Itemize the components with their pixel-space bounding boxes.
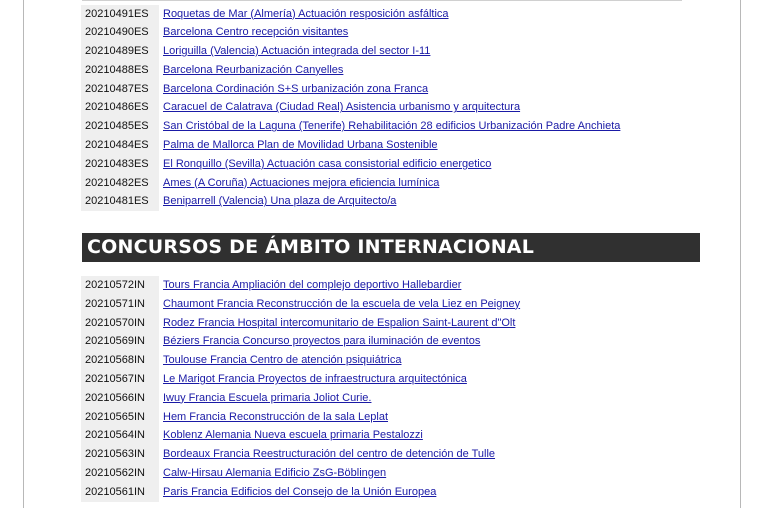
contest-link[interactable]: Paris Francia Edificios del Consejo de la Unión Europea <box>163 485 437 498</box>
contest-row <box>81 483 520 502</box>
contest-row <box>81 42 620 61</box>
contest-code: 20210490ES <box>81 23 159 42</box>
contest-code: 20210488ES <box>81 61 159 80</box>
contest-code: 20210486ES <box>81 98 159 117</box>
contest-link[interactable]: Toulouse Francia Centro de atención psiquiátrica <box>163 354 402 367</box>
contest-row <box>81 80 620 99</box>
contest-link[interactable]: Roquetas de Mar (Almería) Actuación resposición asfáltica <box>163 7 449 20</box>
contest-row <box>81 408 520 427</box>
international-contest-list <box>81 276 520 502</box>
contest-row <box>81 445 520 464</box>
contest-code: 20210564IN <box>81 426 159 445</box>
contest-link[interactable]: Caracuel de Calatrava (Ciudad Real) Asistencia urbanismo y arquitectura <box>163 101 521 114</box>
contest-link[interactable]: Le Marigot Francia Proyectos de infraestructura arquitectónica <box>163 372 467 385</box>
contest-code: 20210491ES <box>81 5 159 24</box>
top-divider <box>82 0 682 1</box>
contest-code: 20210489ES <box>81 42 159 61</box>
contest-code: 20210571IN <box>81 295 159 314</box>
contest-link[interactable]: Barcelona Centro recepción visitantes <box>163 26 349 39</box>
contest-code: 20210562IN <box>81 464 159 483</box>
contest-row <box>81 276 520 295</box>
contest-row <box>81 332 520 351</box>
contest-link[interactable]: Loriguilla (Valencia) Actuación integrada del sector I-11 <box>163 45 431 58</box>
contest-link[interactable]: Ames (A Coruña) Actuaciones mejora eficiencia lumínica <box>163 176 440 189</box>
contest-row <box>81 426 520 445</box>
contest-row <box>81 295 520 314</box>
contest-link[interactable]: El Ronquillo (Sevilla) Actuación casa consistorial edificio energetico <box>163 157 492 170</box>
contest-code: 20210561IN <box>81 483 159 502</box>
contest-code: 20210569IN <box>81 332 159 351</box>
contest-row <box>81 136 620 155</box>
contest-link[interactable]: Rodez Francia Hospital intercomunitario de Espalion Saint-Laurent d"Olt <box>163 316 516 329</box>
contest-row <box>81 23 620 42</box>
contest-link[interactable]: Iwuy Francia Escuela primaria Joliot Curie. <box>163 391 372 404</box>
contest-code: 20210570IN <box>81 314 159 333</box>
contest-link[interactable]: Beniparrell (Valencia) Una plaza de Arquitecto/a <box>163 195 397 208</box>
contest-code: 20210566IN <box>81 389 159 408</box>
contest-row <box>81 5 620 24</box>
contest-row <box>81 117 620 136</box>
contest-row <box>81 389 520 408</box>
contest-row <box>81 174 620 193</box>
contest-row <box>81 155 620 174</box>
contest-code: 20210482ES <box>81 174 159 193</box>
national-contest-list <box>81 5 620 212</box>
contest-link[interactable]: Tours Francia Ampliación del complejo deportivo Hallebardier <box>163 279 462 291</box>
contest-code: 20210563IN <box>81 445 159 464</box>
contest-link[interactable]: Hem Francia Reconstrucción de la sala Leplat <box>163 410 389 423</box>
contest-link[interactable]: San Cristóbal de la Laguna (Tenerife) Rehabilitación 28 edificios Urbanización Padre Anchieta <box>163 120 621 133</box>
contest-code: 20210568IN <box>81 351 159 370</box>
contest-code: 20210485ES <box>81 117 159 136</box>
contest-link[interactable]: Barcelona Cordinación S+S urbanización zona Franca <box>163 82 429 95</box>
contest-link[interactable]: Bordeaux Francia Reestructuración del centro de detención de Tulle <box>163 448 496 461</box>
contest-code: 20210567IN <box>81 370 159 389</box>
contest-code: 20210483ES <box>81 155 159 174</box>
contest-link[interactable]: Calw-Hirsau Alemania Edificio ZsG-Böblingen <box>163 466 387 479</box>
international-section-header: CONCURSOS DE ÁMBITO INTERNACIONAL <box>82 233 700 262</box>
contest-code: 20210487ES <box>81 80 159 99</box>
contest-row <box>81 351 520 370</box>
contest-row <box>81 370 520 389</box>
contest-link[interactable]: Chaumont Francia Reconstrucción de la escuela de vela Liez en Peigney <box>163 297 521 310</box>
contest-code: 20210484ES <box>81 136 159 155</box>
contest-link[interactable]: Barcelona Reurbanización Canyelles <box>163 63 344 76</box>
contest-row <box>81 61 620 80</box>
contest-row <box>81 464 520 483</box>
contest-link[interactable]: Koblenz Alemania Nueva escuela primaria Pestalozzi <box>163 429 423 442</box>
contest-row <box>81 314 520 333</box>
contest-link[interactable]: Palma de Mallorca Plan de Movilidad Urbana Sostenible <box>163 139 438 152</box>
contest-code: 20210572IN <box>81 276 159 295</box>
contest-code: 20210481ES <box>81 192 159 211</box>
contest-row <box>81 192 620 211</box>
contest-link[interactable]: Béziers Francia Concurso proyectos para iluminación de eventos <box>163 335 481 348</box>
contest-row <box>81 98 620 117</box>
contest-code: 20210565IN <box>81 408 159 427</box>
